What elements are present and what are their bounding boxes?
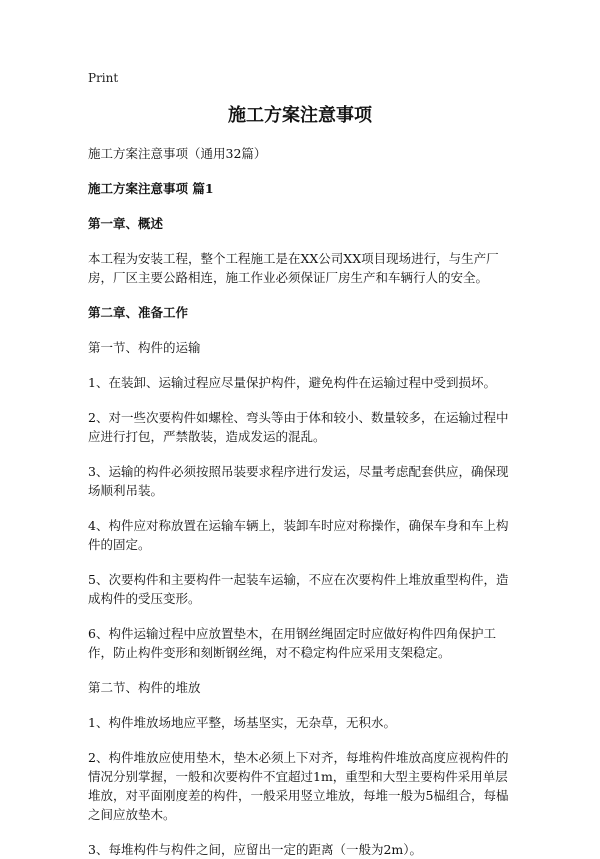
stacking-item-3: 3、每堆构件与构件之间，应留出一定的距离（一般为2m）。 <box>88 842 423 857</box>
section-heading: 施工方案注意事项 篇1 <box>88 181 214 196</box>
chapter1-heading: 第一章、概述 <box>88 216 164 231</box>
section2-heading: 第二节、构件的堆放 <box>88 680 201 695</box>
document-subtitle: 施工方案注意事项（通用32篇） <box>88 146 267 161</box>
stacking-item-2: 2、构件堆放应使用垫木，垫木必须上下对齐，每堆构件堆放高度应视构件的情况分别掌握，一般和次要构件不宜超过1m，重型和大型主要构件采用单层堆放，对平面刚度差的构件，一般采用竖立堆放，每堆一般为5榀组合，每榀之间应放垫木。 <box>88 750 509 822</box>
chapter1-paragraph: 本工程为安装工程，整个工程施工是在XX公司XX项目现场进行，与生产厂房，厂区主要公路相连，施工作业必须保证厂房生产和车辆行人的安全。 <box>88 251 499 285</box>
document-title: 施工方案注意事项 <box>228 105 372 126</box>
transport-item-6: 6、构件运输过程中应放置垫木，在用钢丝绳固定时应做好构件四角保护工作，防止构件变形和刻断钢丝绳，对不稳定构件应采用支架稳定。 <box>88 626 496 660</box>
stacking-item-1: 1、构件堆放场地应平整，场基坚实，无杂草，无积水。 <box>88 715 396 730</box>
transport-item-4: 4、构件应对称放置在运输车辆上，装卸车时应对称操作，确保车身和车上构件的固定。 <box>88 518 509 552</box>
section1-heading: 第一节、构件的运输 <box>88 340 201 355</box>
transport-item-1: 1、在装卸、运输过程应尽量保护构件，避免构件在运输过程中受到损坏。 <box>88 375 496 390</box>
print-link[interactable]: Print <box>88 71 119 85</box>
transport-item-2: 2、对一些次要构件如螺栓、弯头等由于体和较小、数量较多，在运输过程中应进行打包，严禁散装，造成发运的混乱。 <box>88 410 509 444</box>
chapter2-heading: 第二章、准备工作 <box>88 305 189 320</box>
transport-item-5: 5、次要构件和主要构件一起装车运输，不应在次要构件上堆放重型构件，造成构件的受压变形。 <box>88 572 509 606</box>
transport-item-3: 3、运输的构件必须按照吊装要求程序进行发运，尽量考虑配套供应，确保现场顺利吊装。 <box>88 464 509 498</box>
